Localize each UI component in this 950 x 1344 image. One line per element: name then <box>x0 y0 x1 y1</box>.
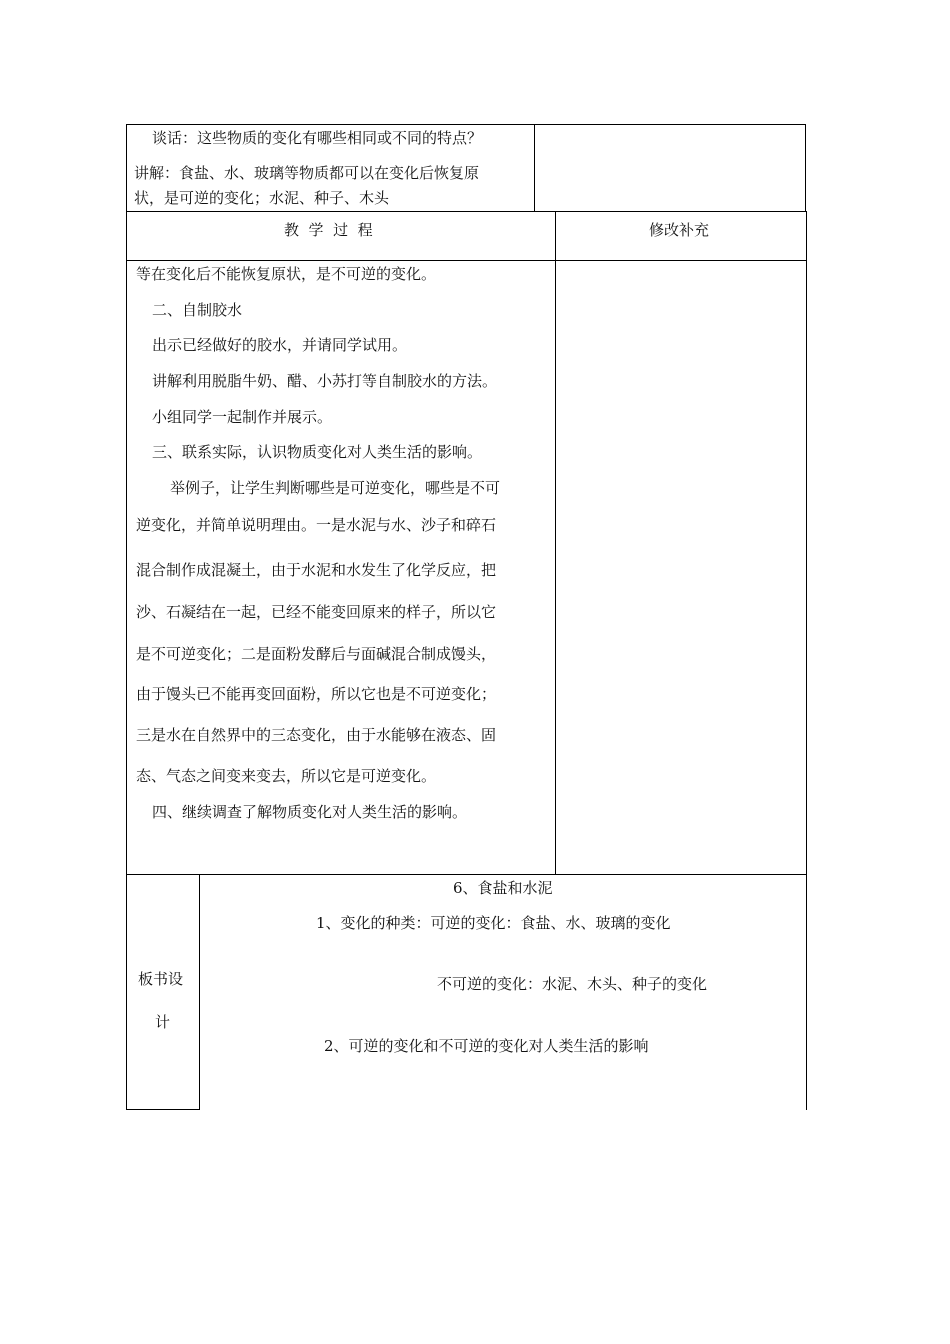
body-line: 出示已经做好的胶水，并请同学试用。 <box>152 336 408 354</box>
board-line-1: 1、变化的种类：可逆的变化：食盐、水、玻璃的变化 <box>316 914 671 932</box>
body-line: 小组同学一起制作并展示。 <box>152 408 333 426</box>
body-line: 三是水在自然界中的三态变化，由于水能够在液态、固 <box>136 726 497 744</box>
body-line: 等在变化后不能恢复原状，是不可逆的变化。 <box>136 265 437 283</box>
body-line: 三、联系实际，认识物质变化对人类生活的影响。 <box>152 443 483 461</box>
body-line: 二、自制胶水 <box>152 301 243 319</box>
header-revise: 修改补充 <box>649 221 710 239</box>
top-line-3: 状，是可逆的变化；水泥、种子、木头 <box>134 189 390 207</box>
body-line: 四、继续调查了解物质变化对人类生活的影响。 <box>152 803 468 821</box>
top-line-1: 谈话：这些物质的变化有哪些相同或不同的特点？ <box>152 129 483 147</box>
body-line: 是不可逆变化；二是面粉发酵后与面碱混合制成馒头， <box>136 645 497 663</box>
board-line-2: 不可逆的变化：水泥、木头、种子的变化 <box>437 975 708 993</box>
body-line: 举例子，让学生判断哪些是可逆变化，哪些是不可 <box>170 479 501 497</box>
body-line: 态、气态之间变来变去，所以它是可逆变化。 <box>136 767 437 785</box>
board-label-1: 板书设 <box>138 970 184 988</box>
body-line: 由于馒头已不能再变回面粉，所以它也是不可逆变化； <box>136 685 497 703</box>
board-line-3: 2、可逆的变化和不可逆的变化对人类生活的影响 <box>324 1037 649 1055</box>
body-line: 讲解利用脱脂牛奶、醋、小苏打等自制胶水的方法。 <box>152 372 498 390</box>
revise-content-cell <box>555 260 807 875</box>
top-line-2: 讲解：食盐、水、玻璃等物质都可以在变化后恢复原 <box>134 164 480 182</box>
body-line: 沙、石凝结在一起，已经不能变回原来的样子，所以它 <box>136 603 497 621</box>
top-right-cell <box>534 124 806 212</box>
board-label-2: 计 <box>155 1013 171 1031</box>
board-title: 6、食盐和水泥 <box>453 879 553 897</box>
body-line: 逆变化，并简单说明理由。一是水泥与水、沙子和碎石 <box>136 516 497 534</box>
body-line: 混合制作成混凝土，由于水泥和水发生了化学反应，把 <box>136 561 497 579</box>
header-process: 教 学 过 程 <box>284 221 373 239</box>
board-design-label-cell <box>126 874 200 1110</box>
